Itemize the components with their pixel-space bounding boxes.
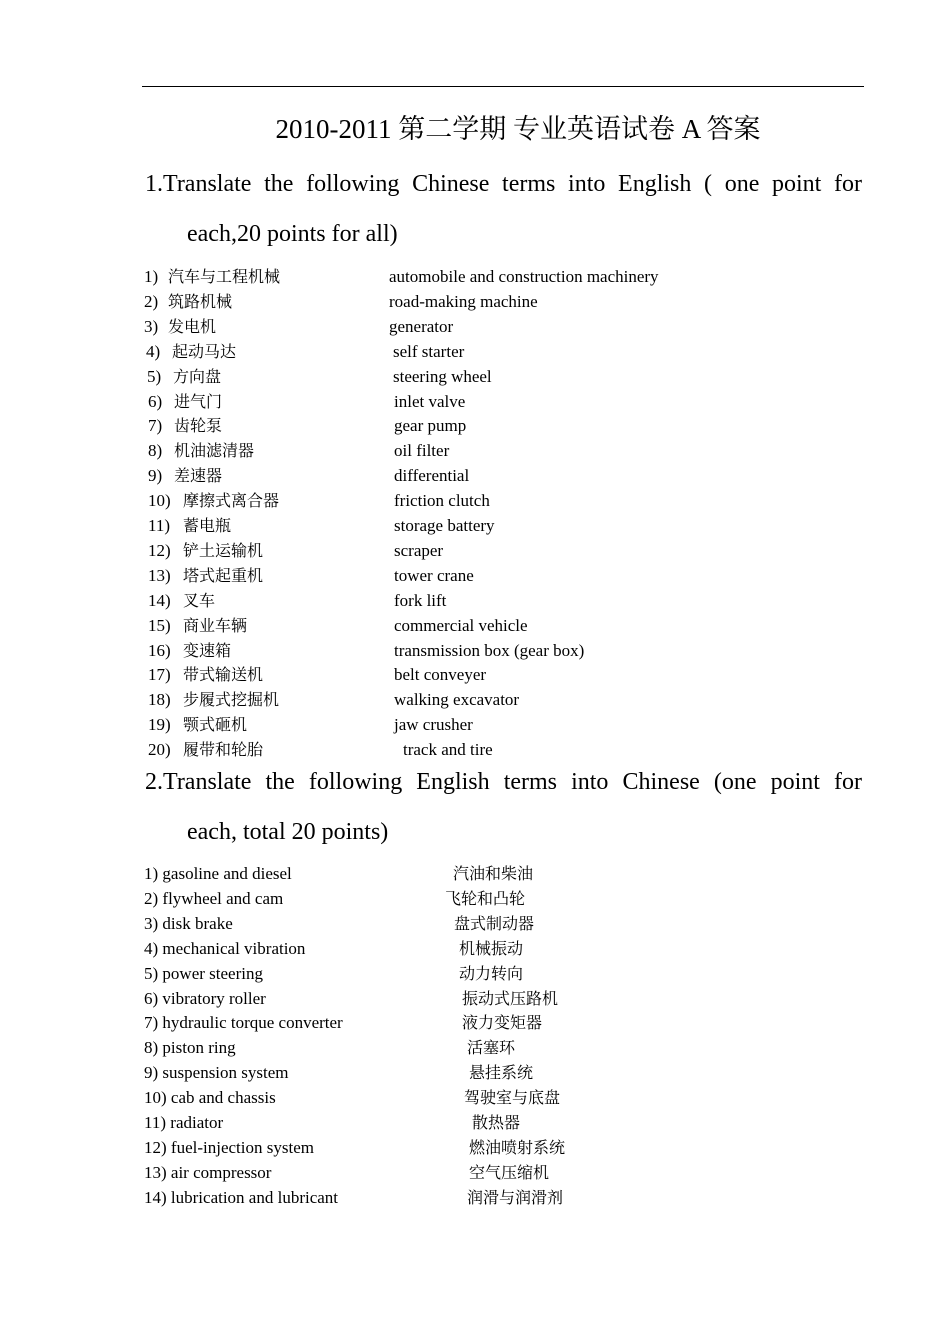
list-item (0, 961, 950, 986)
list-item (0, 463, 950, 488)
chinese-term: 散热器 (472, 1113, 521, 1132)
list-item (0, 936, 950, 961)
chinese-term: 动力转向 (459, 963, 524, 983)
english-term: generator (389, 316, 454, 336)
list-item (0, 1135, 950, 1160)
english-term: 5) power steering (144, 963, 263, 983)
item-number: 19) (148, 715, 171, 735)
item-number: 13) (148, 565, 171, 585)
list-item (0, 389, 950, 414)
english-term: 11) radiator (144, 1113, 224, 1132)
chinese-term: 塔式起重机 (183, 565, 264, 585)
english-term: commercial vehicle (394, 615, 528, 635)
chinese-term: 润滑与润滑剂 (467, 1187, 564, 1207)
list-item (0, 563, 950, 588)
chinese-term: 履带和轮胎 (183, 740, 264, 760)
item-number: 18) (148, 690, 171, 710)
chinese-term: 燃油喷射系统 (469, 1137, 566, 1157)
english-term: 12) fuel-injection system (144, 1137, 314, 1157)
item-number: 1) (144, 267, 159, 286)
page-title: 2010-2011 第二学期 专业英语试卷 A 答案 (275, 114, 761, 144)
section2-heading-line2: each, total 20 points) (187, 819, 389, 845)
english-term: 7) hydraulic torque converter (144, 1013, 343, 1033)
item-number: 3) (144, 316, 159, 336)
english-term: steering wheel (393, 366, 492, 386)
item-number: 12) (148, 540, 171, 560)
item-number: 9) (148, 466, 163, 486)
list-item (0, 861, 950, 886)
section2-heading (145, 767, 862, 847)
list-item (0, 1160, 950, 1185)
item-number: 10) (148, 491, 171, 511)
english-term: 9) suspension system (144, 1063, 289, 1083)
list-item (0, 1010, 950, 1035)
chinese-term: 齿轮泵 (174, 416, 223, 436)
list-item (0, 613, 950, 638)
chinese-term: 盘式制动器 (454, 913, 535, 933)
item-number: 5) (147, 366, 162, 386)
english-term: 1) gasoline and diesel (144, 864, 292, 883)
english-term: belt conveyer (394, 665, 487, 685)
header-rule (142, 86, 864, 87)
english-term: self starter (393, 341, 465, 361)
english-term: 8) piston ring (144, 1038, 236, 1058)
list-item (0, 438, 950, 463)
chinese-term: 机油滤清器 (174, 441, 255, 461)
section2-heading-line1: 2.Translate the following English terms into Chinese (one point for (145, 769, 862, 795)
chinese-term: 汽油和柴油 (453, 864, 534, 883)
chinese-term: 商业车辆 (183, 615, 248, 635)
chinese-term: 驾驶室与底盘 (464, 1088, 561, 1108)
item-number: 4) (146, 341, 161, 361)
item-number: 20) (148, 740, 171, 760)
chinese-term: 叉车 (183, 590, 216, 610)
list-item (0, 986, 950, 1011)
item-number: 8) (148, 441, 163, 461)
english-term: 14) lubrication and lubricant (144, 1187, 339, 1207)
list-item (0, 712, 950, 737)
chinese-term: 铲土运输机 (183, 540, 264, 560)
chinese-term: 空气压缩机 (469, 1162, 550, 1182)
list-item (0, 638, 950, 663)
list-item (0, 588, 950, 613)
english-term: friction clutch (394, 491, 490, 511)
chinese-term: 筑路机械 (168, 291, 233, 311)
english-term: 3) disk brake (144, 913, 233, 933)
list-item (0, 314, 950, 339)
item-number: 17) (148, 665, 171, 685)
english-term: oil filter (394, 441, 450, 461)
chinese-term: 差速器 (174, 466, 223, 486)
chinese-term: 活塞环 (467, 1038, 516, 1058)
list-item (0, 1085, 950, 1110)
list-item (0, 1035, 950, 1060)
list-item (0, 911, 950, 936)
list-item (0, 413, 950, 438)
list-item (0, 886, 950, 911)
list-item (0, 488, 950, 513)
chinese-term: 变速箱 (183, 640, 232, 660)
list-item (0, 513, 950, 538)
section1-heading-line2: each,20 points for all) (187, 221, 398, 247)
item-number: 11) (148, 516, 171, 535)
english-term: differential (394, 466, 470, 486)
chinese-term: 液力变矩器 (462, 1013, 543, 1033)
english-term: scraper (394, 540, 444, 560)
list-item (0, 687, 950, 712)
chinese-term: 飞轮和凸轮 (445, 888, 526, 908)
english-term: 13) air compressor (144, 1162, 272, 1182)
item-number: 15) (148, 615, 171, 635)
list-item (0, 737, 950, 762)
english-term: storage battery (394, 516, 495, 535)
english-term: fork lift (394, 590, 447, 610)
list-item (0, 339, 950, 364)
english-term: inlet valve (394, 391, 466, 411)
chinese-term: 摩擦式离合器 (183, 491, 280, 511)
list-item (0, 1185, 950, 1210)
item-number: 7) (148, 416, 163, 436)
section1-heading-line1: 1.Translate the following Chinese terms into English ( one point for (145, 171, 862, 197)
list-item (0, 1110, 950, 1135)
english-term: tower crane (394, 565, 474, 585)
english-term: 6) vibratory roller (144, 988, 266, 1008)
item-number: 2) (144, 291, 159, 311)
english-term: 10) cab and chassis (144, 1088, 276, 1108)
chinese-term: 颚式砸机 (183, 715, 248, 735)
item-number: 16) (148, 640, 171, 660)
english-term: 4) mechanical vibration (144, 938, 306, 958)
chinese-term: 发电机 (168, 316, 217, 336)
list-item (0, 538, 950, 563)
english-term: automobile and construction machinery (389, 267, 659, 286)
chinese-term: 进气门 (174, 391, 223, 411)
list-item (0, 289, 950, 314)
item-number: 6) (148, 391, 163, 411)
chinese-term: 方向盘 (173, 366, 222, 386)
list-item (0, 662, 950, 687)
chinese-term: 带式输送机 (183, 665, 264, 685)
english-term: jaw crusher (394, 715, 473, 735)
chinese-term: 悬挂系统 (469, 1063, 534, 1083)
chinese-term: 蓄电瓶 (183, 516, 232, 535)
list-item (0, 264, 950, 289)
english-term: gear pump (394, 416, 467, 436)
list-item (0, 1060, 950, 1085)
english-term: track and tire (403, 740, 493, 760)
chinese-term: 起动马达 (172, 341, 237, 361)
item-number: 14) (148, 590, 171, 610)
english-term: transmission box (gear box) (394, 640, 585, 660)
english-term: 2) flywheel and cam (144, 888, 284, 908)
chinese-term: 步履式挖掘机 (183, 690, 280, 710)
chinese-term: 振动式压路机 (462, 988, 559, 1008)
section1-heading (145, 169, 862, 249)
english-term: walking excavator (394, 690, 520, 710)
english-term: road-making machine (389, 291, 538, 311)
chinese-term: 汽车与工程机械 (168, 267, 281, 286)
list-item (0, 364, 950, 389)
chinese-term: 机械振动 (459, 938, 524, 958)
